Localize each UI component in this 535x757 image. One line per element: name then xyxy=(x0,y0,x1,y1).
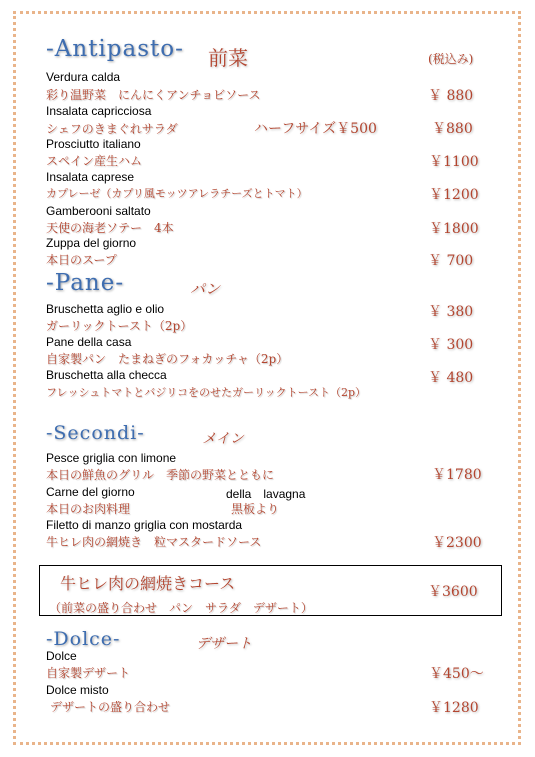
section-title-pane: -Pane- xyxy=(46,270,125,296)
section-title-dolce-jp: デザート xyxy=(196,636,252,652)
item-name: Bruschetta alla checca xyxy=(46,368,167,382)
item-jp: 自家製デザート xyxy=(46,666,131,680)
section-title-antipasto: -Antipasto- xyxy=(46,36,184,62)
item-name: Pesce griglia con limone xyxy=(46,451,177,465)
item-name: Filetto di manzo griglia con mostarda xyxy=(46,518,243,532)
item-price: ￥ 380 xyxy=(428,304,474,320)
section-title-secondi-jp: メイン xyxy=(202,431,244,447)
item-jp: ガーリックトースト（2p） xyxy=(46,319,193,333)
item-name: Carne del giorno xyxy=(46,485,135,499)
item-jp: 本日の鮮魚のグリル 季節の野菜とともに xyxy=(46,468,275,482)
item-jp: カプレーゼ（カプリ風モッツアレラチーズとトマト） xyxy=(46,187,308,200)
item-price: ￥ 300 xyxy=(428,337,474,353)
section-title-pane-jp: パン xyxy=(190,280,221,298)
item-price: ￥2300 xyxy=(432,535,482,551)
course-subtitle: （前菜の盛り合わせ パン サラダ デザート） xyxy=(49,601,313,615)
item-jp-note: 黒板より xyxy=(231,502,280,516)
item-price: ￥450～ xyxy=(429,666,484,682)
item-name: Bruschetta aglio e olio xyxy=(46,302,165,316)
item-name: Prosciutto italiano xyxy=(46,137,141,151)
item-price: ￥1780 xyxy=(432,467,482,483)
item-jp: 自家製パン たまねぎのフォカッチャ（2p） xyxy=(46,352,289,366)
item-name: Insalata caprese xyxy=(46,170,135,184)
item-price: ￥1280 xyxy=(429,700,479,716)
item-name: Dolce xyxy=(46,649,77,663)
item-jp: 牛ヒレ肉の網焼き 粒マスタードソース xyxy=(46,535,262,549)
item-name: Verdura calda xyxy=(46,70,121,84)
item-price: ￥ 880 xyxy=(428,88,474,104)
item-jp: 彩り温野菜 にんにくアンチョビソース xyxy=(46,88,261,102)
tax-note: (税込み) xyxy=(428,52,474,66)
item-half-price: ハーフサイズ￥500 xyxy=(254,121,377,137)
section-title-antipasto-jp: 前菜 xyxy=(208,46,248,70)
item-name: Dolce misto xyxy=(46,683,109,697)
item-jp: シェフのきまぐれサラダ xyxy=(46,122,178,136)
item-name: Zuppa del giorno xyxy=(46,236,137,250)
item-jp: 本日のお肉料理 xyxy=(46,502,131,516)
item-name-note: della lavagna xyxy=(226,487,306,501)
item-name: Pane della casa xyxy=(46,335,132,349)
item-jp: フレッシュトマトとバジリコをのせたガーリックトースト（2p） xyxy=(46,386,367,399)
section-title-secondi: -Secondi- xyxy=(46,422,145,444)
course-price: ￥3600 xyxy=(428,584,478,600)
item-jp: 天使の海老ソテー 4本 xyxy=(46,221,174,235)
item-price: ￥ 480 xyxy=(428,370,474,386)
item-price: ￥880 xyxy=(432,121,473,137)
item-name: Gamberooni saltato xyxy=(46,204,151,218)
course-title: 牛ヒレ肉の網焼きコース xyxy=(60,574,236,593)
item-jp: 本日のスープ xyxy=(46,253,117,267)
item-name: Insalata capricciosa xyxy=(46,104,152,118)
item-price: ￥1200 xyxy=(429,187,479,203)
item-jp: デザートの盛り合わせ xyxy=(50,700,171,714)
item-price: ￥ 700 xyxy=(428,253,474,269)
section-title-dolce: -Dolce- xyxy=(46,628,121,650)
item-jp: スペイン産生ハム xyxy=(46,154,143,168)
item-price: ￥1800 xyxy=(429,221,479,237)
item-price: ￥1100 xyxy=(429,154,479,170)
